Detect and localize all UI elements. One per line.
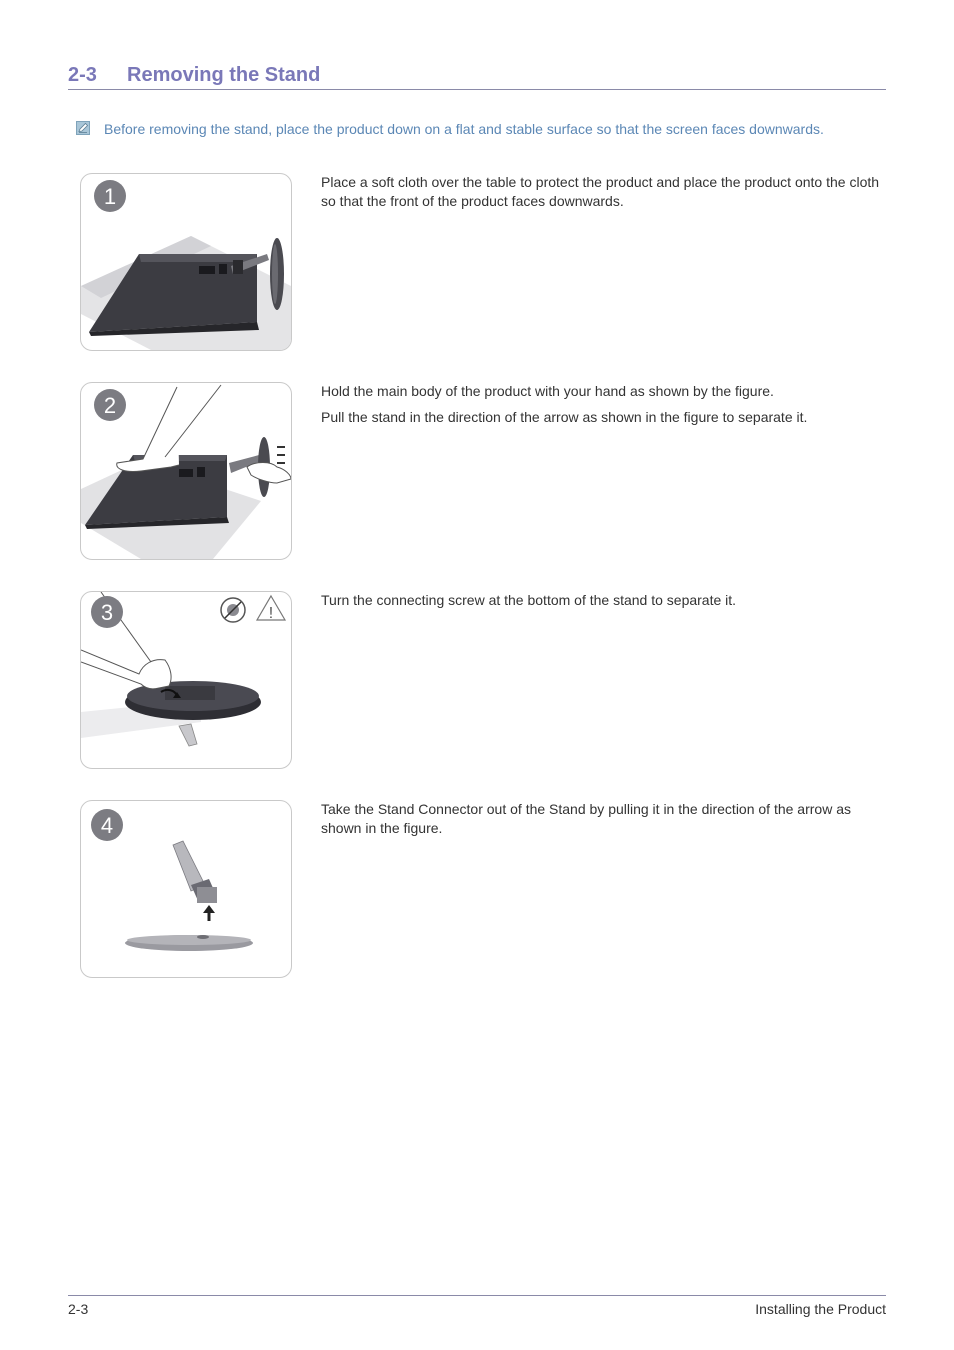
step-1 [80,173,886,353]
step-number: 4 [100,813,114,838]
page-number: 2-3 [68,1301,89,1317]
section-title: Removing the Stand [127,64,321,86]
step-2-text [321,382,881,434]
step-1-text [321,173,881,218]
step-2-figure [80,382,292,560]
step-paragraph: Take the Stand Connector out of the Stand by pulling it in the direction of the arrow as shown in the figure. [321,801,851,836]
section-header [68,60,886,90]
note [76,120,886,140]
step-4-figure [80,800,292,978]
step-paragraph: Hold the main body of the product with your hand as shown by the figure. [321,383,774,399]
caution-mark: ! [268,605,274,622]
step-paragraph: Place a soft cloth over the table to protect the product and place the product onto the cloth so that the front of the product faces downwards. [321,174,880,209]
step-3-text [321,591,881,617]
step-badge [91,809,123,841]
note-text: Before removing the stand, place the product down on a flat and stable surface so that the screen faces downwards. [104,121,824,137]
step-paragraph: Pull the stand in the direction of the arrow as shown in the figure to separate it. [321,409,808,425]
step-badge [94,389,126,421]
step-4 [80,800,886,980]
section-number: 2-3 [68,64,97,86]
step-badge [94,180,126,212]
step-badge [91,596,123,628]
chapter-name: Installing the Product [755,1301,886,1317]
step-number: 1 [103,184,117,209]
step-3-figure [80,591,292,769]
caution-icon [257,596,285,622]
note-icon [76,121,90,135]
step-4-text [321,800,881,845]
step-number: 3 [100,600,114,625]
step-1-figure [80,173,292,351]
step-number: 2 [103,393,117,418]
screw-icon [221,598,245,622]
step-3 [80,591,886,771]
step-2 [80,382,886,562]
page-footer [68,1295,886,1320]
step-paragraph: Turn the connecting screw at the bottom of the stand to separate it. [321,592,737,608]
